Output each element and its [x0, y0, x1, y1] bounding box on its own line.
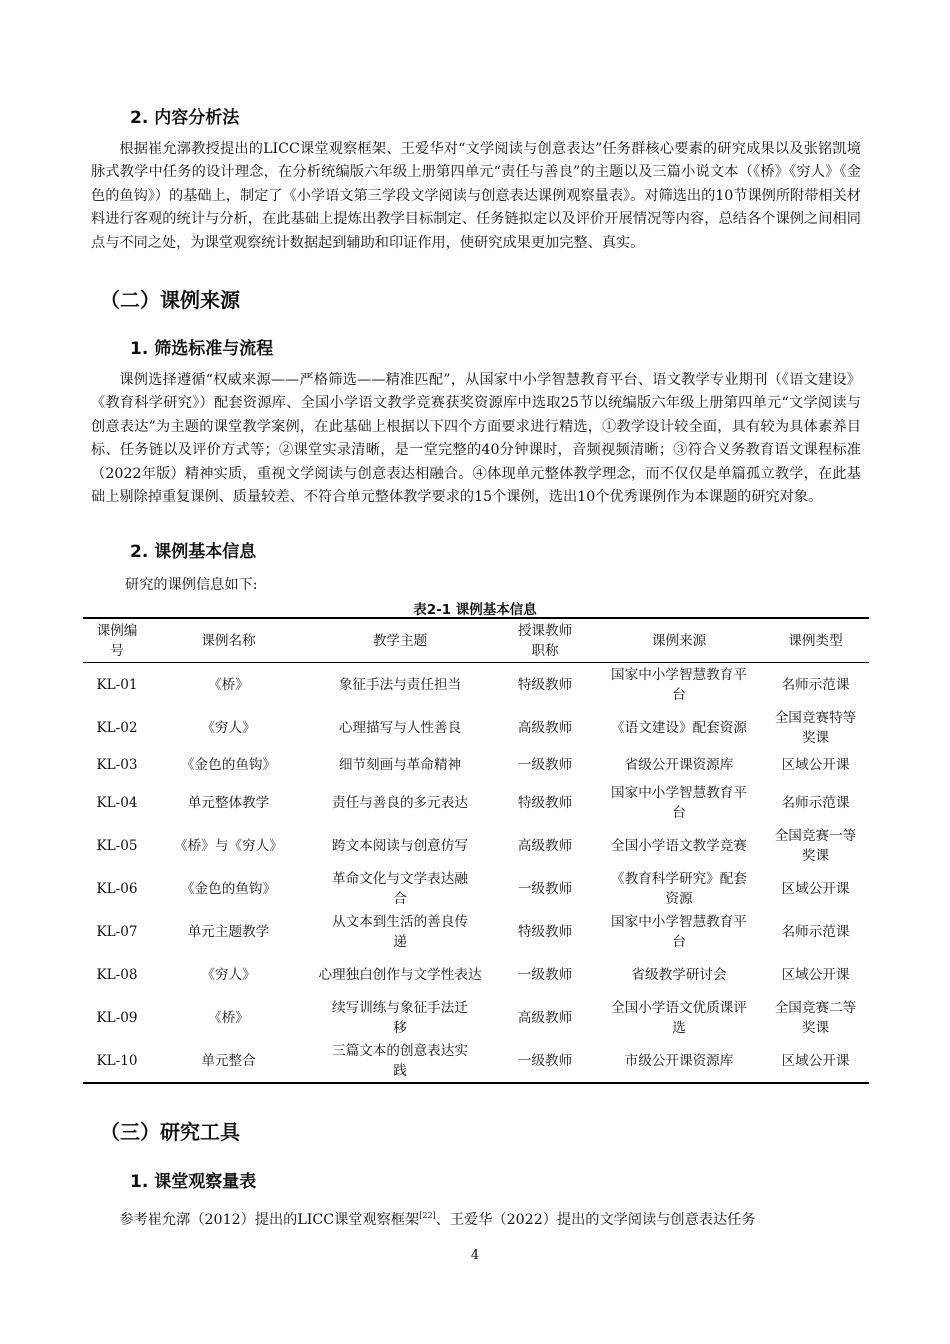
table-cell: 省级公开课资源库 [624, 757, 734, 773]
table-cell: 《穷人》 [201, 719, 256, 736]
table-caption: 表2-1 课例基本信息 [413, 602, 537, 618]
table-cell: 特级教师 [517, 923, 573, 940]
table-cell: 国家中小学智慧教育平台 [611, 784, 747, 821]
table-row [83, 1039, 869, 1083]
table-cell: 《桥》与《穷人》 [174, 837, 283, 854]
table-cell: 全国竞赛一等奖课 [774, 827, 857, 864]
heading-research-tools: （三）研究工具 [100, 1120, 240, 1144]
table-cell: 《金色的鱼钩》 [180, 880, 277, 897]
table-cell: KL-05 [96, 837, 138, 854]
heading-case-source: （二）课例来源 [100, 288, 240, 312]
table-cell: 单元整体教学 [187, 794, 270, 811]
table-cell: 国家中小学智慧教育平台 [611, 913, 747, 950]
table-row [83, 749, 869, 781]
table-cell: 三篇文本的创意表达实践 [332, 1042, 468, 1079]
table-row [83, 996, 869, 1039]
table-cell: 象征手法与责任担当 [338, 676, 462, 693]
table-cell: KL-02 [96, 719, 138, 736]
table-cell: 《语文建设》配套资源 [611, 719, 747, 736]
table-cell: KL-08 [96, 966, 138, 983]
column-header: 课例来源 [651, 632, 707, 649]
column-header: 课例类型 [788, 632, 843, 649]
table-cell: 高级教师 [517, 1009, 573, 1026]
table-row [83, 663, 869, 707]
citation-marker: [22] [419, 1211, 436, 1220]
paragraph-text-end: 、王爱华（2022）提出的文学阅读与创意表达任务 [435, 1212, 756, 1228]
table-cell: 单元主题教学 [187, 923, 270, 940]
heading-observation-scale: 1. 课堂观察量表 [130, 1172, 257, 1192]
table-row [83, 910, 869, 953]
table-cell: 区域公开课 [781, 880, 850, 897]
table-cell: KL-01 [96, 676, 138, 693]
paragraph-content-analysis: 根据崔允漷教授提出的LICC课堂观察框架、王爱华对“文学阅读与创意表达”任务群核心要素的研究成果以及张铭凯境脉式教学中任务的设计理念，在分析统编版六年级上册第四单元“责任与善良”的主题以及三篇小说文本（《桥》《穷人》《金色的鱼钩》）的基础上，制定了《小学语文第三学段文学阅读与创意表达课例观察量表》。对筛选出的10节课例所附带相关材料进行客观的统计与分析，在此基础上提炼出教学目标制定、任务链拟定以及评价开展情况等内容，总结各个课例之间相同点与不同之处，为课堂观察统计数据起到辅助和印证作用，使研究成果更加完整、真实。 [91, 141, 861, 251]
table-cell: 《桥》 [208, 676, 249, 693]
heading-content-analysis: 2. 内容分析法 [130, 108, 240, 128]
table-cell: 全国小学语文优质课评选 [611, 999, 747, 1036]
table-cell: 一级教师 [517, 757, 573, 773]
table-row [83, 953, 869, 996]
case-info-intro: 研究的课例信息如下: [125, 577, 258, 593]
table-cell: 《金色的鱼钩》 [180, 757, 277, 773]
table-cell: 一级教师 [517, 966, 573, 983]
page-number: 4 [470, 1248, 480, 1263]
table-cell: 区域公开课 [781, 1052, 850, 1069]
table-cell: KL-07 [96, 923, 138, 940]
column-header: 教学主题 [372, 632, 428, 649]
table-cell: KL-09 [96, 1009, 138, 1026]
table-cell: 市级公开课资源库 [624, 1052, 734, 1069]
table-cell: 从文本到生活的善良传递 [332, 913, 468, 950]
table-cell: 一级教师 [517, 1052, 573, 1069]
paragraph-observation-scale [91, 1204, 861, 1232]
table-cell: 名师示范课 [781, 794, 850, 811]
table-cell: KL-03 [96, 757, 138, 773]
table-cell: 区域公开课 [781, 757, 850, 773]
table-cell: 全国小学语文教学竞赛 [611, 837, 747, 854]
table-cell: 区域公开课 [781, 966, 850, 983]
table-cell: 高级教师 [517, 719, 573, 736]
table-row [83, 706, 869, 749]
table-cell: 革命文化与文学表达融合 [332, 870, 468, 907]
table-cell: 《穷人》 [201, 966, 256, 983]
table-header-row [83, 618, 869, 663]
column-header: 授课教师职称 [517, 622, 573, 659]
table-cell: KL-10 [96, 1052, 138, 1069]
table-cell: 全国竞赛二等奖课 [774, 999, 857, 1036]
table-cell: 《教育科学研究》配套资源 [611, 870, 747, 907]
table-cell: 细节刻画与革命精神 [338, 757, 462, 773]
table-row [83, 867, 869, 910]
table-cell: 省级教学研讨会 [631, 966, 727, 983]
table-cell: 心理描写与人性善良 [338, 719, 462, 736]
table-cell: 高级教师 [517, 837, 573, 854]
table-cell: 一级教师 [517, 880, 573, 897]
table-cell: 续写训练与象征手法迁移 [332, 999, 468, 1036]
table-cell: 《桥》 [208, 1009, 249, 1026]
paragraph-selection-criteria: 课例选择遵循“权威来源——严格筛选——精准匹配”，从国家中小学智慧教育平台、语文教学专业期刊（《语文建设》《教育科学研究》）配套资源库、全国小学语文教学竞赛获奖资源库中选取25节以统编版六年级上册第四单元“文学阅读与创意表达”为主题的课堂教学案例，在此基础上根据以下四个方面要求进行精选，①教学设计较全面，具有较为具体素养目标、任务链以及评价方式等；②课堂实录清晰，是一堂完整的40分钟课时，音频视频清晰；③符合义务教育语文课程标准（2022年版）精神实质，重视文学阅读与创意表达相融合。④体现单元整体教学理念，而不仅仅是单篇孤立教学，在此基础上剔除掉重复课例、质量较差、不符合单元整体教学要求的15个课例，选出10个优秀课例作为本课题的研究对象。 [91, 372, 861, 506]
column-header: 课例编号 [96, 622, 138, 659]
table-cell: KL-04 [96, 794, 138, 811]
table-row [83, 781, 869, 824]
table-cell: 名师示范课 [781, 923, 850, 940]
table-cell: 全国竞赛特等奖课 [774, 709, 857, 746]
column-header: 课例名称 [201, 632, 256, 649]
table-cell: 单元整合 [201, 1052, 256, 1069]
heading-case-info: 2. 课例基本信息 [130, 542, 257, 562]
table-cell: 特级教师 [517, 794, 573, 811]
case-info-table [83, 617, 869, 1084]
table-cell: 责任与善良的多元表达 [332, 794, 468, 811]
table-cell: 跨文本阅读与创意仿写 [332, 837, 468, 854]
table-cell: KL-06 [96, 880, 138, 897]
table-cell: 国家中小学智慧教育平台 [611, 666, 747, 703]
table-cell: 心理独白创作与文学性表达 [318, 966, 482, 983]
table-cell: 名师示范课 [781, 676, 850, 693]
heading-selection-criteria: 1. 筛选标准与流程 [130, 339, 274, 359]
table-row [83, 824, 869, 867]
paragraph-text-start: 参考崔允漷（2012）提出的LICC课堂观察框架 [119, 1212, 420, 1228]
table-cell: 特级教师 [517, 676, 573, 693]
